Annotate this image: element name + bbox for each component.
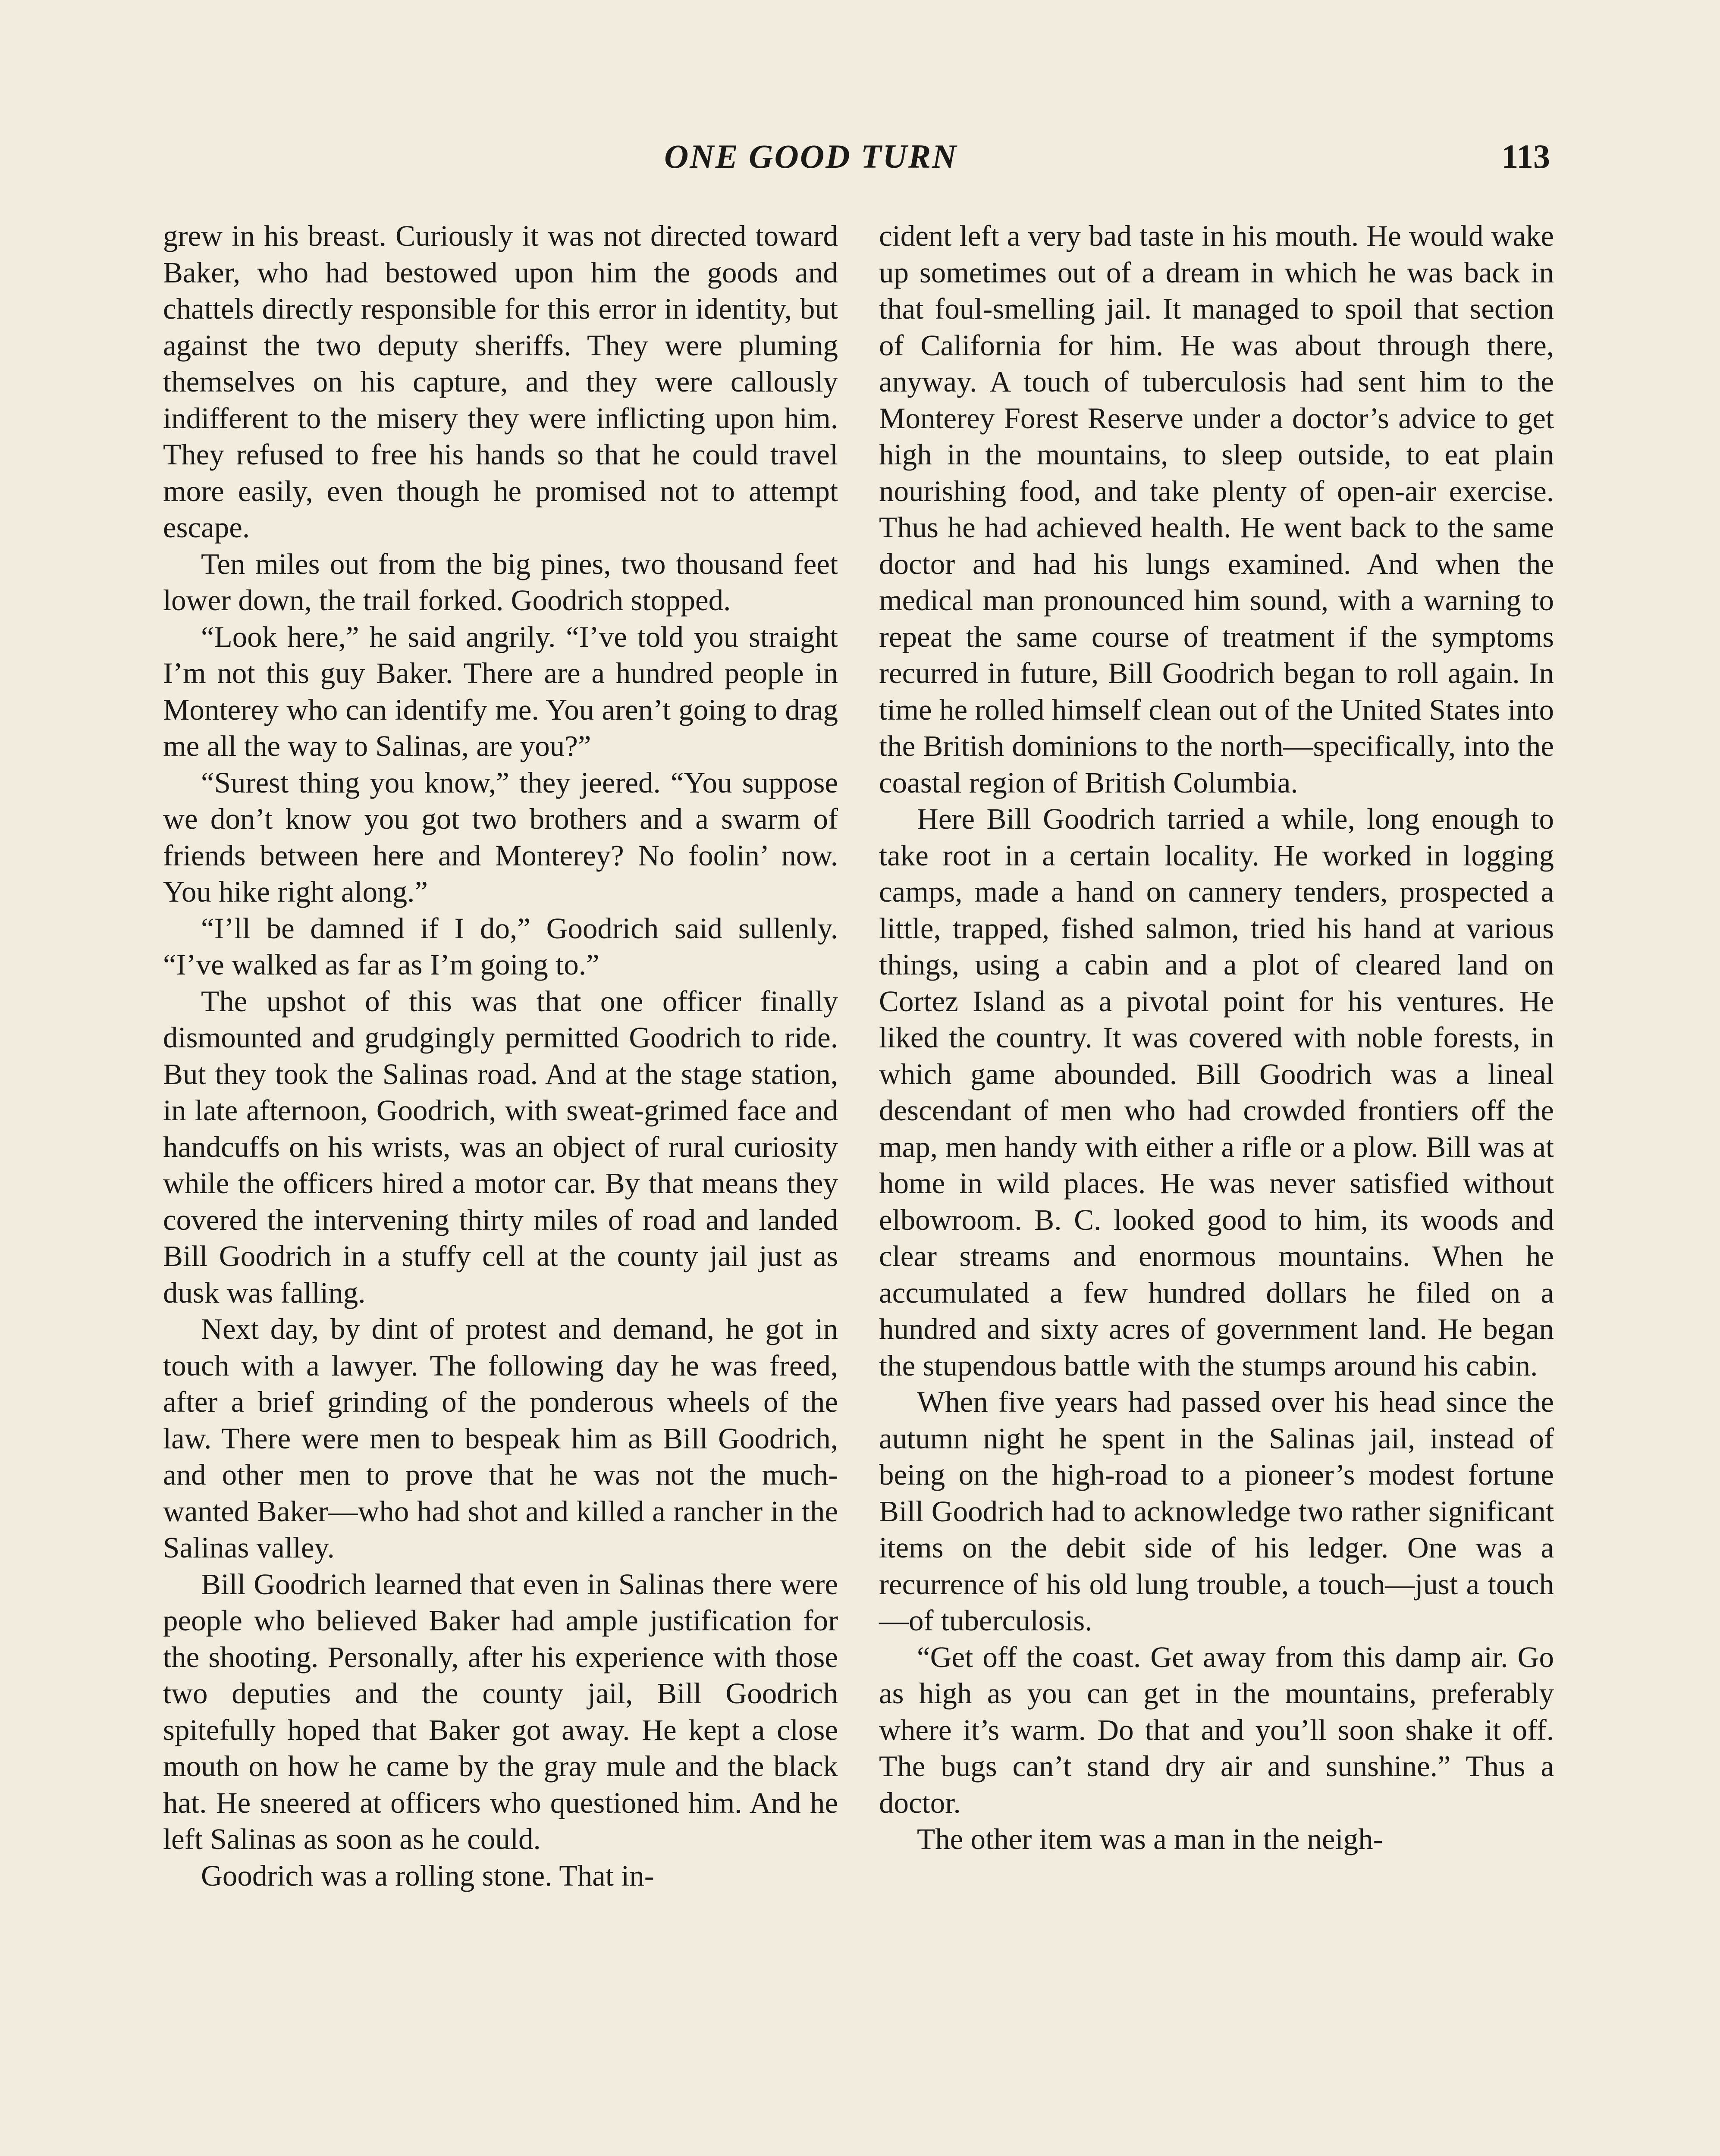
page-number: 113 [1501, 138, 1550, 175]
paragraph: cident left a very bad taste in his mouth. He would wake up sometimes out of a dream in which he was back in that foul-smelling jail. It managed to spoil that section of California for him. He was about through there, anyway. A touch of tuberculosis had sent him to the Monterey Forest Reserve under a doctor’s advice to get high in the mountains, to sleep outside, to eat plain nourishing food, and take plenty of open-air exercise. Thus he had achieved health. He went back to the same doctor and had his lungs examined. And when the medical man pronounced him sound, with a warning to repeat the same course of treatment if the symptoms recurred in future, Bill Goodrich began to roll again. In time he rolled himself clean out of the United States into the British dominions to the north—specifically, into the coastal region of British Columbia. [879, 219, 1554, 799]
paragraph: Here Bill Goodrich tarried a while, long enough to take root in a certain locality. He worked in logging camps, made a hand on cannery tenders, prospected a little, trapped, fished salmon, tried his hand at various things, using a cabin and a plot of cleared land on Cortez Island as a pivotal point for his ventures. He liked the country. It was covered with noble forests, in which game abounded. Bill Goodrich was a lineal descendant of men who had crowded frontiers off the map, men handy with either a rifle or a plow. Bill was at home in wild places. He was never satisfied without elbowroom. B. C. looked good to him, its woods and clear streams and enormous mountains. When he accumulated a few hundred dollars he filed on a hundred and sixty acres of government land. He began the stupendous battle with the stumps around his cabin. [879, 802, 1554, 1382]
paragraph: Ten miles out from the big pines, two thousand feet lower down, the trail forked. Goodrich stopped. [163, 547, 838, 617]
paragraph: “Get off the coast. Get away from this damp air. Go as high as you can get in the mountains, preferably where it’s warm. Do that and you’ll soon shake it off. The bugs can’t stand dry air and sunshine.” Thus a doctor. [879, 1640, 1554, 1819]
paragraph: “Surest thing you know,” they jeered. “You suppose we don’t know you got two brothers and a swarm of friends between here and Monterey? No foolin’ now. You hike right along.” [163, 766, 838, 908]
paragraph: grew in his breast. Curiously it was not directed toward Baker, who had bestowed upon him the goods and chattels directly responsible for this error in identity, but against the two deputy sheriffs. They were pluming themselves on his capture, and they were callously indifferent to the misery they were inflicting upon him. They refused to free his hands so that he could travel more easily, even though he promised not to attempt escape. [163, 219, 838, 544]
paragraph: The other item was a man in the neigh- [917, 1823, 1383, 1855]
paragraph: “I’ll be damned if I do,” Goodrich said sullenly. “I’ve walked as far as I’m going to.” [163, 912, 838, 981]
paragraph: Goodrich was a rolling stone. That in- [201, 1859, 654, 1892]
paragraph: The upshot of this was that one officer finally dismounted and grudgingly permitted Goodrich to ride. But they took the Salinas road. And at the stage station, in late afternoon, Goodrich, with sweat-grimed face and handcuffs on his wrists, was an object of rural curiosity while the officers hired a motor car. By that means they covered the intervening thirty miles of road and landed Bill Goodrich in a stuffy cell at the county jail just as dusk was falling. [163, 984, 838, 1309]
right-text-column [879, 218, 1554, 1858]
running-head-title: ONE GOOD TURN [664, 138, 958, 175]
paragraph: “Look here,” he said angrily. “I’ve told you straight I’m not this guy Baker. There are a hundred people in Monterey who can identify me. You aren’t going to drag me all the way to Salinas, are you?” [163, 620, 838, 762]
paragraph: When five years had passed over his head since the autumn night he spent in the Salinas jail, instead of being on the high-road to a pioneer’s modest fortune Bill Goodrich had to acknowledge two rather significant items on the debit side of his ledger. One was a recurrence of his old lung trouble, a touch—just a touch—of tuberculosis. [879, 1385, 1554, 1637]
paragraph: Bill Goodrich learned that even in Salinas there were people who believed Baker had ample justification for the shooting. Personally, after his experience with those two deputies and the county jail, Bill Goodrich spitefully hoped that Baker got away. He kept a close mouth on how he came by the gray mule and the black hat. He sneered at officers who questioned him. And he left Salinas as soon as he could. [163, 1567, 838, 1855]
left-text-column [163, 218, 838, 1894]
paragraph: Next day, by dint of protest and demand, he got in touch with a lawyer. The following day he was freed, after a brief grinding of the ponderous wheels of the law. There were men to bespeak him as Bill Goodrich, and other men to prove that he was not the much-wanted Baker—who had shot and killed a rancher in the Salinas valley. [163, 1313, 838, 1564]
